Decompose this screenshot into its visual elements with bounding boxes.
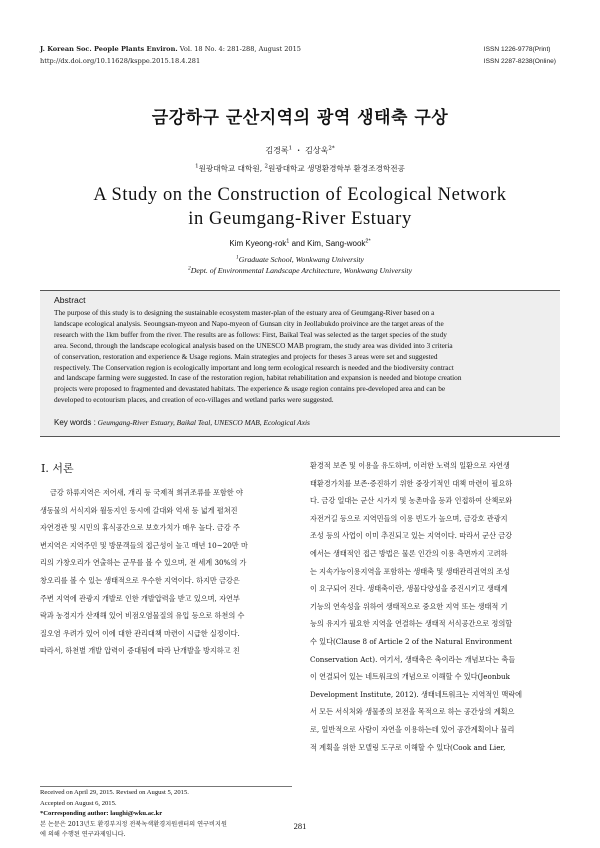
body-line: 기능의 연속성을 위하여 생태적으로 중요한 지역 또는 생태적 기 (310, 601, 508, 611)
body-line: 능의 유지가 필요한 지역을 연결하는 생태적 서식공간으로 정의할 (310, 619, 513, 629)
body-line: 수 있다(Clause 8 of Article 2 of the Natural Environment (310, 636, 513, 646)
abstract-box (40, 290, 560, 437)
body-line: 태환경가치를 보존·증진하기 위한 중장기적인 대책 마련이 필요하 (310, 478, 513, 488)
keywords-list: Geumgang-River Estuary, Baikal Teal, UNESCO MAB, Ecological Axis (97, 418, 310, 427)
aff-2-marker: 2 (264, 163, 269, 170)
keywords (54, 418, 310, 427)
abstract-line: The purpose of this study is to designing the sustainable ecosystem master-plan of the estuary area of Geumgang-River based on a (54, 308, 435, 317)
en-aff-2-marker: 2 (187, 265, 191, 272)
abstract-line: research with the 1km buffer from the river. The results are as follows: First, Baikal Teal was selected as the target species of the study (54, 329, 447, 339)
author-2-marker: 2* (328, 145, 335, 152)
keywords-label: Key words : (54, 418, 96, 427)
body-line: 주변 지역에 관광지 개발로 인한 개발압력을 받고 있으며, 자연부 (40, 593, 240, 603)
body-line: 는 지속가능이용지역을 포함하는 생태축 및 생태관리권역의 조성 (310, 566, 510, 576)
body-line: 환경적 보존 및 이용을 유도하며, 이러한 노력의 일환으로 자연생 (310, 461, 510, 470)
issn-online: ISSN 2287-8238(Online) (483, 57, 556, 65)
body-line: 다. 금강 일대는 군산 시가지 및 농촌마을 등과 인접하여 산책로와 (310, 496, 513, 506)
body-line: 조성 등의 사업이 이미 추진되고 있는 지역이다. 따라서 군산 금강 (310, 531, 513, 541)
english-author-1: Kim Kyeong-rok (229, 239, 287, 248)
english-affiliation-2 (0, 265, 600, 276)
abstract-line: area. Second, through the landscape ecological analysis based on the UNESCO MAB program, the study area was divided into 3 criteria (54, 340, 453, 350)
body-line: 에서는 생태적인 접근 방법은 물론 인간의 이용 측면까지 고려하 (310, 548, 508, 558)
body-line: 금강 하류지역은 저어새, 개리 등 국제적 희귀조류를 포함한 야 (50, 488, 243, 497)
korean-author-2: 김상욱 (305, 146, 329, 155)
body-line: 자전거길 등으로 지역민들의 이용 빈도가 높으며, 금강호 관광지 (310, 513, 508, 523)
korean-affiliations (0, 163, 600, 174)
footnote-divider (40, 786, 292, 787)
journal-volume: Vol. 18 No. 4: 281-288, August 2015 (179, 45, 301, 53)
body-line: 리의 가창오리가 연출하는 군무를 볼 수 있으며, 전 세계 30%의 가 (40, 558, 247, 568)
issn-print: ISSN 1226-9778(Print) (483, 46, 551, 53)
abstract-heading: Abstract (54, 295, 86, 305)
body-line: 락과 농경지가 산재해 있어 비점오염물질의 유입 등으로 하천의 수 (40, 611, 245, 621)
body-line: 자연경관 및 시민의 휴식공간으로 보호가치가 매우 높다. 금강 주 (40, 523, 240, 533)
body-line: 생동물의 서식지와 월동지인 동시에 갈대와 억새 등 넓게 펼쳐진 (40, 505, 238, 515)
left-column-text (40, 484, 292, 660)
english-title-line-1: A Study on the Construction of Ecological Network (93, 185, 507, 205)
footnote-received: Received on April 29, 2015. Revised on August 5, 2015. (40, 789, 189, 796)
issn-block (484, 44, 556, 67)
korean-authors (0, 145, 600, 156)
abstract-line: respectively. The Conservation region is ecologically important and long term ecological research is needed and the biodiversity contract (54, 362, 454, 372)
section-heading-introduction: Ⅰ. 서론 (41, 462, 74, 475)
english-affiliation-1 (0, 254, 600, 265)
footnote-accepted: Accepted on August 6, 2015. (40, 799, 117, 807)
abstract-line: and landscape farming were suggested. In case of the restoration region, habitat rehabilitation and expansion is needed and biotope creation (54, 373, 462, 383)
abstract-line: projects were proposed to fragmented and devastated habitats. The experience & usage region contains pre-developed area and can be (54, 384, 446, 394)
page-number: 281 (293, 821, 307, 831)
en-aff-1-marker: 1 (235, 254, 239, 261)
en-author-1-marker: 1 (286, 238, 290, 245)
body-line: 창오리를 볼 수 있는 생태적으로 우수한 지역이다. 하지만 금강은 (40, 575, 240, 585)
author-1-marker: 1 (288, 145, 293, 152)
en-aff-1-text: Graduate School, Wonkwang University (238, 255, 365, 264)
english-authors (0, 239, 600, 248)
korean-author-1: 김경록 (265, 146, 289, 155)
journal-name: J. Korean Soc. People Plants Environ. (40, 45, 178, 53)
korean-affiliation-2: 원광대학교 생명환경학부 환경조경학전공 (268, 164, 405, 173)
journal-header (40, 44, 301, 67)
footnote-funding-2: 에 의해 수행된 연구과제임니다. (40, 831, 126, 838)
body-line: 질오염 우려가 있어 이에 대한 관리대책 마련이 시급한 실정이다. (40, 628, 240, 638)
author-separator: ・ (294, 146, 303, 155)
body-line: 적 계획을 위한 모델링 도구로 이해할 수 있다(Cook and Lier, (310, 742, 506, 752)
right-column-text (310, 457, 562, 756)
english-affiliations (0, 254, 600, 276)
journal-citation-line (40, 44, 301, 56)
body-line: 로, 일반적으로 사람이 자연을 이용하는데 있어 공간계획이나 물리 (310, 724, 515, 734)
body-line: Conservation Act). 여기서, 생태축은 축이라는 개념보다는 축들 (310, 654, 516, 664)
body-line: 이 요구되어 진다. 생태축이란, 생물다양성을 증진시키고 생태계 (310, 584, 508, 594)
korean-affiliation-1: 원광대학교 대학원, (198, 164, 263, 173)
footnote-funding-1: 본 논문은 2013년도 환경부지정 전북녹색환경지원센터의 연구비지원 (40, 820, 227, 828)
aff-1-marker: 1 (195, 163, 199, 170)
en-author-2-marker: 2* (365, 238, 371, 245)
footnotes (40, 788, 292, 841)
english-author-2: and Kim, Sang-wook (291, 239, 366, 248)
english-title (0, 183, 600, 231)
korean-title: 금강하구 군산지역의 광역 생태축 구상 (151, 108, 449, 128)
footnote-corresponding: *Corresponding author: laughi@wku.ac.kr (40, 810, 163, 817)
body-line: 서 모든 서식처와 생물종의 보전을 목적으로 하는 공간상의 계획으 (310, 707, 515, 717)
abstract-line: of conservation, restoration and experience & Usage regions. Main strategies and projects for theses 3 areas were set and suggested (54, 351, 438, 361)
doi-link[interactable]: http://dx.doi.org/10.11628/ksppe.2015.18.4.281 (40, 56, 201, 65)
english-title-line-2: in Geumgang-River Estuary (188, 209, 412, 229)
abstract-line: landscape ecological analysis. Seoungsan-myeon and Napo-myeon of Gunsan city in Jeollabukdo proivince are the target areas of the (54, 318, 444, 328)
en-aff-2-text: Dept. of Environmental Landscape Architecture, Wonkwang University (190, 266, 413, 275)
abstract-line: developed to ecotourism places, and creation of eco-villages and wetland parks were suggested. (54, 395, 334, 405)
body-line: 이 연결되어 있는 네트워크의 개념으로 이해할 수 있다(Jeonbuk (310, 672, 510, 682)
abstract-text (54, 308, 550, 406)
body-line: 따라서, 하천별 개발 압력이 증대됨에 따라 난개발을 방지하고 친 (40, 646, 240, 656)
body-line: Development Institute, 2012). 생태네트워크는 지역적인 맥락에 (310, 689, 523, 699)
body-line: 변지역은 지역주민 및 방문객들의 접근성이 높고 매년 10~20만 마 (40, 540, 248, 550)
